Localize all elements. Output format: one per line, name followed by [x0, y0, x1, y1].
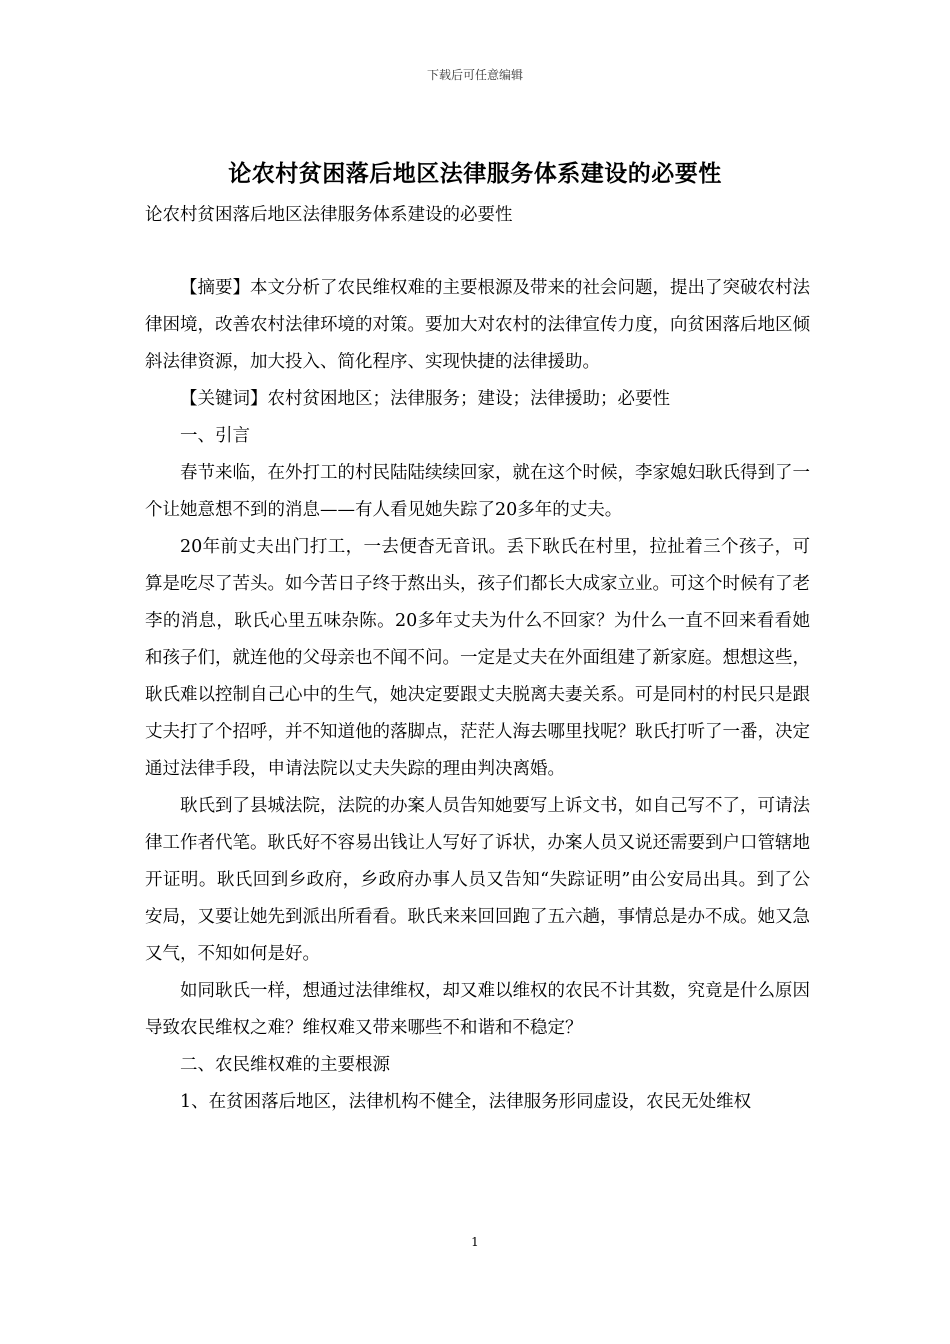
body-paragraph: 1、在贫困落后地区，法律机构不健全，法律服务形同虚设，农民无处维权	[180, 1092, 752, 1112]
page-number: 1	[471, 1235, 479, 1249]
body-paragraph: 如同耿氏一样，想通过法律维权，却又难以维权的农民不计其数，究竟是什么原因导致农民维权之难？维权难又带来哪些不和谐和不稳定？	[145, 981, 810, 1038]
section-heading-root-causes: 二、农民维权难的主要根源	[180, 1055, 390, 1075]
abstract-paragraph: 【摘要】本文分析了农民维权难的主要根源及带来的社会问题，提出了突破农村法律困境，改善农村法律环境的对策。要加大对农村的法律宣传力度，向贫困落后地区倾斜法律资源，加大投入、简化程序、实现快捷的法律援助。	[145, 278, 810, 372]
page-title: 论农村贫困落后地区法律服务体系建设的必要性	[228, 160, 722, 187]
header-note: 下载后可任意编辑	[426, 68, 523, 82]
page-subtitle: 论农村贫困落后地区法律服务体系建设的必要性	[145, 205, 513, 225]
body-paragraph: 春节来临，在外打工的村民陆陆续续回家，就在这个时候，李家媳妇耿氏得到了一个让她意想不到的消息——有人看见她失踪了20多年的丈夫。	[145, 463, 810, 520]
keywords-paragraph: 【关键词】农村贫困地区；法律服务；建设；法律援助；必要性	[180, 389, 670, 409]
body-paragraph: 耿氏到了县城法院，法院的办案人员告知她要写上诉文书，如自己写不了，可请法律工作者代笔。耿氏好不容易出钱让人写好了诉状，办案人员又说还需要到户口管辖地开证明。耿氏回到乡政府，乡政府办事人员又告知“失踪证明”由公安局出具。到了公安局，又要让她先到派出所看看。耿氏来来回回跑了五六趟，事情总是办不成。她又急又气，不知如何是好。	[145, 796, 810, 964]
body-paragraph: 20年前丈夫出门打工，一去便杳无音讯。丢下耿氏在村里，拉扯着三个孩子，可算是吃尽了苦头。如今苦日子终于熬出头，孩子们都长大成家立业。可这个时候有了老李的消息，耿氏心里五味杂陈。20多年丈夫为什么不回家？为什么一直不回来看看她和孩子们，就连他的父母亲也不闻不问。一定是丈夫在外面组建了新家庭。想想这些，耿氏难以控制自己心中的生气，她决定要跟丈夫脱离夫妻关系。可是同村的村民只是跟丈夫打了个招呼，并不知道他的落脚点，茫茫人海去哪里找呢？耿氏打听了一番，决定通过法律手段，申请法院以丈夫失踪的理由判决离婚。	[145, 537, 810, 779]
document-body	[145, 270, 810, 1121]
section-heading-introduction: 一、引言	[180, 426, 250, 446]
